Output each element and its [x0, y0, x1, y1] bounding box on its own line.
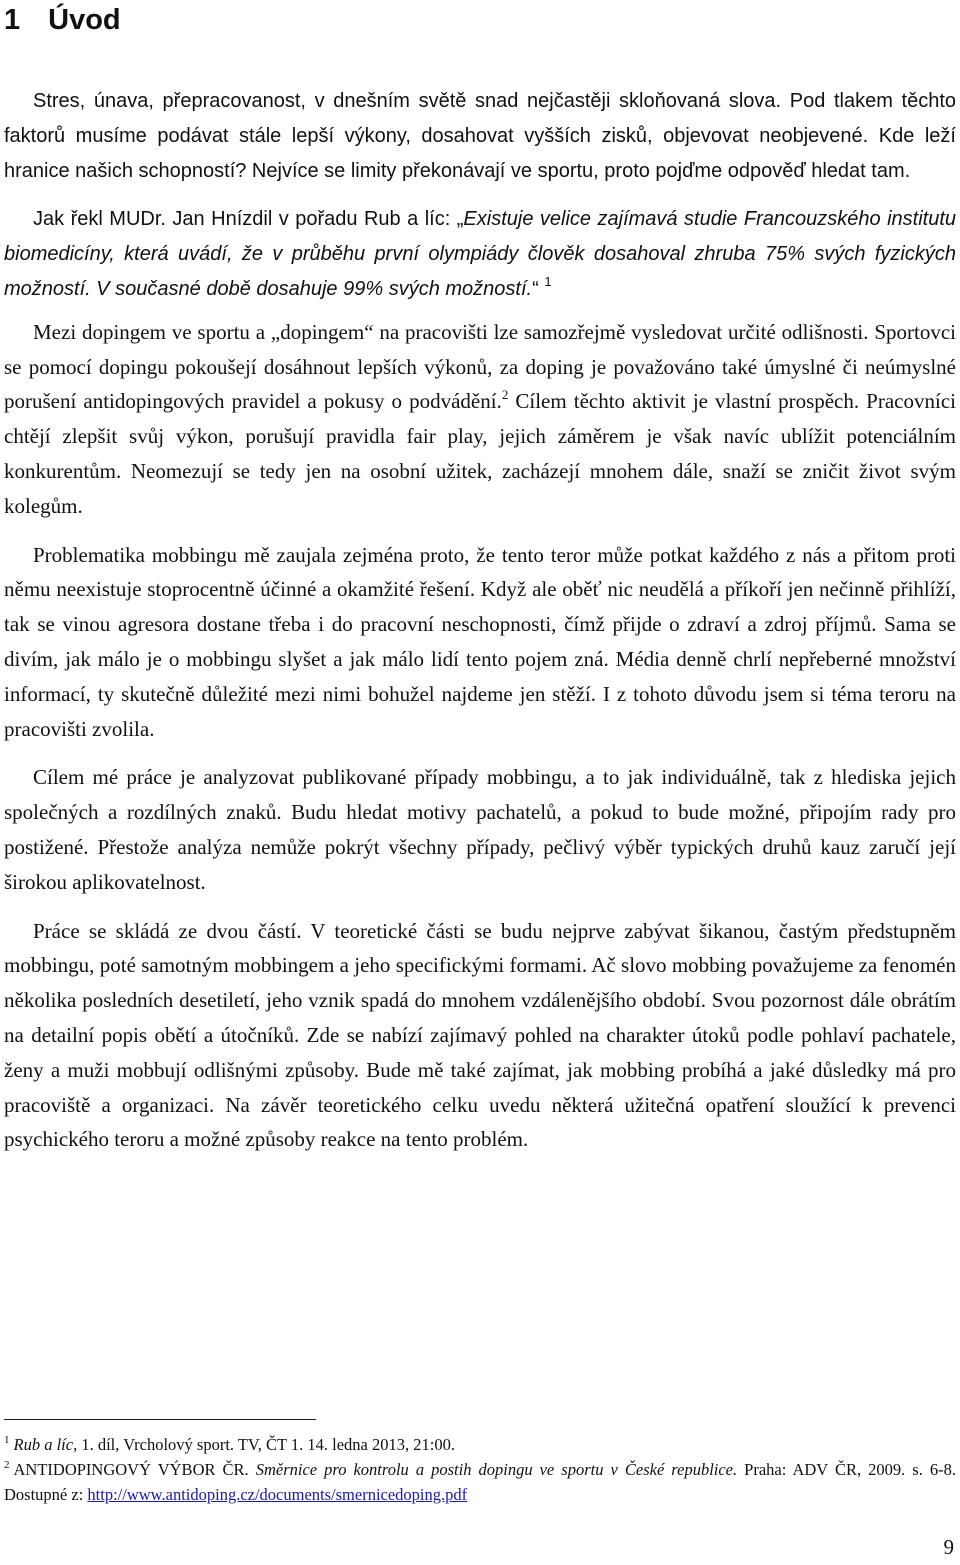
body-text	[4, 84, 956, 1171]
paragraph-6: Práce se skládá ze dvou částí. V teoretické části se budu nejprve zabývat šikanou, častým předstupněm mobbingu, poté samotným mobbingem a jeho specifickými formami. Ač slovo mobbing považujeme za fenomén několika posledních desetiletí, jeho vznik spadá do mnohem vzdálenějšího období. Svou pozornost dále obrátím na detailní popis obětí a útočníků. Zde se nabízí zajímavý pohled na charakter útoků podle pohlaví pachatele, ženy a muži mobbují odlišnými způsoby. Bude mě také zajímat, jak mobbing probíhá a jaké důsledky má pro pracoviště a organizaci. Na závěr teoretického celku uvedu některá užitečná opatření sloužící k prevenci psychického teroru a možné způsoby reakce na tento problém.	[4, 918, 956, 1152]
footnote-divider	[4, 1419, 316, 1420]
paragraph-5: Cílem mé práce je analyzovat publikované případy mobbingu, a to jak individuálně, tak z hlediska jejich společných a rozdílných znaků. Budu hledat motivy pachatelů, a pokud to bude možné, připojím rady pro postižené. Přestože analýza nemůže pokrýt všechny případy, pečlivý výběr typických druhů kauz zaručí její širokou aplikovatelnost.	[4, 765, 956, 894]
footnote-2	[4, 1457, 956, 1507]
quotation: Existuje velice zajímavá studie Francouzského institutu biomedicíny, která uvádí, že v průběhu první olympiády člověk dosahoval zhruba 75% svých fyzických možností. V současné době dosahuje 99% svých možností.	[4, 208, 956, 300]
paragraph-2	[4, 202, 956, 306]
footnote-2-author: ANTIDOPINGOVÝ VÝBOR ČR.	[13, 1460, 256, 1479]
footnote-ref-1[interactable]: 1	[544, 273, 552, 289]
footnotes	[4, 1432, 956, 1507]
quote-open-mark: „	[456, 208, 464, 231]
footnote-2-text: Praha: ADV ČR, 2009. s. 6-8. Dostupné z:	[4, 1460, 956, 1504]
quote-close-mark: “	[532, 277, 539, 300]
paragraph-3-part-b: Cílem těchto aktivit je vlastní prospěch. Pracovníci chtějí zlepšit svůj výkon, porušují pravidla fair play, jejich záměrem je však navíc ublížit potenciálním konkurentům. Neomezují se tedy jen na osobní užitek, zacházejí mnohem dále, snaží se zničit život svým kolegům.	[4, 389, 956, 518]
footnote-2-link[interactable]: http://www.antidoping.cz/documents/smernicedoping.pdf	[87, 1485, 468, 1504]
chapter-heading	[4, 0, 121, 40]
paragraph-4: Problematika mobbingu mě zaujala zejména proto, že tento teror může potkat každého z nás a přitom proti němu neexistuje stoprocentně účinné a okamžité řešení. Když ale oběť nic neudělá a příkoří jen nečinně přihlíží, tak se vinou agresora dostane třeba i do pracovní neschopnosti, čímž přijde o zdraví a zdroj příjmů. Sama se divím, jak málo je o mobbingu slyšet a jak málo lidí tento pojem zná. Média denně chrlí nepřeberné množství informací, ty skutečně důležité mezi nimi bohužel najdeme jen stěží. I z tohoto důvodu jsem si téma teroru na pracovišti zvolila.	[4, 542, 956, 741]
chapter-number: 1	[4, 4, 21, 36]
page-number: 9	[943, 1535, 954, 1559]
footnote-1-title: Rub a líc	[13, 1435, 74, 1454]
footnote-1-mark: 1	[4, 1434, 10, 1446]
chapter-title: Úvod	[48, 4, 121, 36]
footnote-ref-2[interactable]: 2	[501, 387, 509, 403]
footnote-2-mark: 2	[4, 1459, 10, 1471]
paragraph-1: Stres, únava, přepracovanost, v dnešním světě snad nejčastěji skloňovaná slova. Pod tlakem těchto faktorů musíme podávat stále lepší výkony, dosahovat vyšších zisků, objevovat neobjevené. Kde leží hranice našich schopností? Nejvíce se limity překonávají ve sportu, proto pojďme odpověď hledat tam.	[4, 90, 956, 182]
paragraph-3	[4, 315, 956, 524]
paragraph-2-lead: Jak řekl MUDr. Jan Hnízdil v pořadu Rub a líc:	[33, 208, 457, 231]
paragraph-3-part-a: Mezi dopingem ve sportu a „dopingem“ na pracovišti lze samozřejmě vysledovat určité odlišnosti. Sportovci se pomocí dopingu pokoušejí dosáhnout lepších výkonů, za doping je považováno také úmyslné či neúmyslné porušení antidopingových pravidel a pokusy o podvádění.	[4, 319, 956, 414]
footnote-2-title: Směrnice pro kontrolu a postih dopingu ve sportu v České republice.	[255, 1460, 738, 1479]
footnote-1	[4, 1432, 956, 1457]
footnote-1-text: , 1. díl, Vrcholový sport. TV, ČT 1. 14. ledna 2013, 21:00.	[73, 1435, 455, 1454]
